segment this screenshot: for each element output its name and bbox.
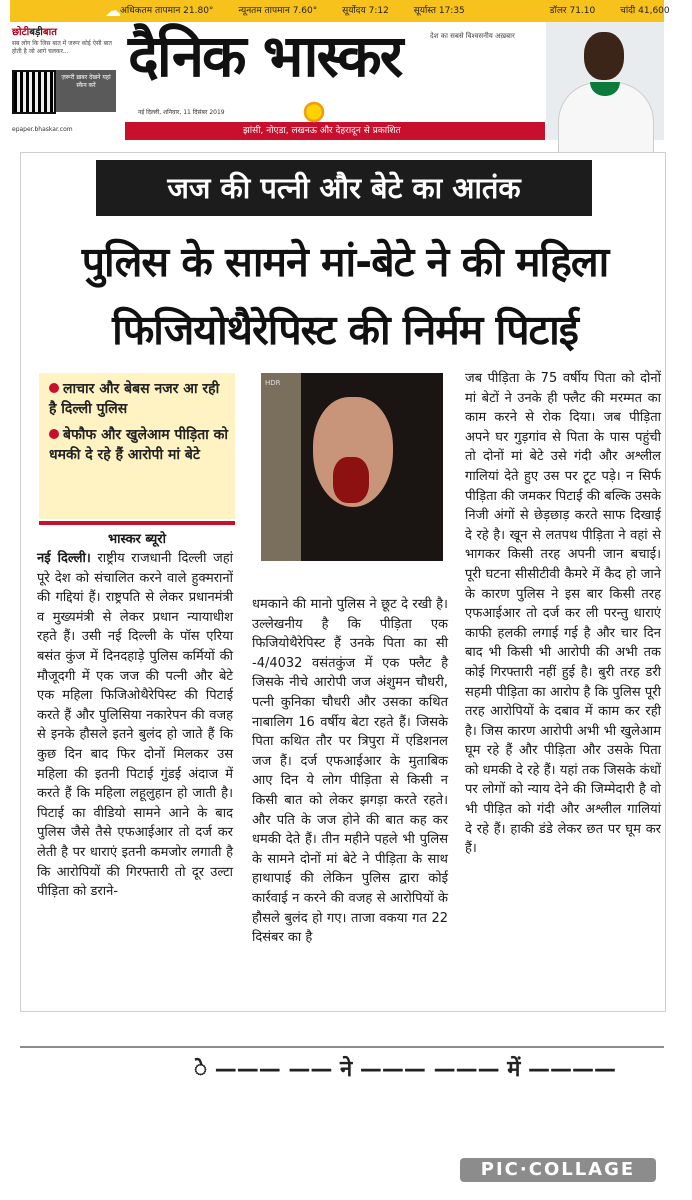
side-tag-suffix: बात xyxy=(42,27,57,38)
watermark-logo: PIC·COLLAGE xyxy=(460,1158,656,1182)
ticker-item: डॉलर 71.10 xyxy=(549,6,596,16)
bullet-icon xyxy=(49,383,59,393)
article-column-3: जब पीड़िता के 75 वर्षीय पिता को दोनों मां बेटों ने उनके ही फ्लैट की मरम्मत का काम करने से रोक दिया। जब पीड़िता अपने घर गुड़गांव से पिता के पास पहुंची तो दोनों मां बेटे उसे गंदी और अश्लील गालियां देते हुए उस पर टूट पड़े। न सिर्फ पीड़िता की जमकर पिटाई की बल्कि उसके निजी अंगों से छेड़छाड़ करते साफ दिखाई दे रहे है। खून से लतपथ पीड़िता ने वहां से भागकर किसी तरह अपनी जान बचाई। पूरी घटना सीसीटीवी कैमरे में कैद हो जाने के कारण पुलिस ने इस बार किसी तरह एफआईआर तो दर्ज कर ली परन्तु धाराएं काफी हलकी लगाई गई है और चार दिन बाद भी किसी भी आरोपी की अभी तक कोई गिरफ्तारी नहीं हुई है। बुरी तरह डरी सहमी पीड़िता का आरोप है कि पुलिस पूरी तरह आरोपियों के दबाव में काम कर रही है। जिस कारण आरोपी अभी भी खुलेआम घूम रहे हैं और पीड़िता और उसके पिता को धमकी दे रहे हैं। यहां तक जिसके कंधों पर लोगों को न्याय देने की जिम्मेदारी है वो भी पीड़ित को गंदी और अश्लील गालियां दे रहे हैं। हाकी डंडे लेकर छत पर घूम कर हैं। xyxy=(465,371,661,857)
side-tag-bold: बड़ी xyxy=(29,27,43,38)
qr-code-icon xyxy=(12,70,56,114)
side-tag xyxy=(12,24,120,38)
email-text: epaper.bhaskar.com xyxy=(12,126,73,133)
tagline: देश का सबसे विश्वसनीय अख़बार xyxy=(430,32,515,40)
byline: भास्कर ब्यूरो xyxy=(108,532,166,547)
ticker-item: अधिकतम तापमान 21.80° xyxy=(120,6,214,16)
highlights-rule xyxy=(39,521,235,525)
side-text: सब लोग कि जिस बात में जरूर कोई ऐसी बात होती है जो आगे चलकर... xyxy=(12,40,112,55)
photo-injury xyxy=(333,457,369,503)
headline-line-1: पुलिस के सामने मां-बेटे ने की महिला xyxy=(81,238,609,286)
photo-head xyxy=(584,32,624,80)
sun-icon xyxy=(302,100,326,124)
highlight-item xyxy=(49,425,229,465)
column-1-text: राष्ट्रीय राजधानी दिल्ली जहां पूरे देश को संचालित करने वाले हुक्मरानों की गद्दियां हैं। राष्ट्रपति से लेकर प्रधानमंत्री व मुख्यमंत्री से लेकर प्रधान न्यायाधीश रहते हैं। उसी नई दिल्ली के पॉस एरिया बसंत कुंज में दिनदहाड़े पुलिस कर्मियों की मौजूदगी में एक जज की पत्नी और बेटे एक महिला फिजिओथैरेपिस्ट की पिटाई करते हैं और पुलिसिया नकारेपन की वजह से इनके हौसले इतने बुलंद हो जाते हैं कि कुछ दिन बाद फिर दोनों मिलकर उस महिला की इतनी पिटाई गुंडई अंदाज में करते हैं कि महिला लहूलुहान हो जाती है। पिटाई का वीडियो सामने आने के बाद पुलिस जैसे तैसे एफआईआर तो दर्ज कर लेती है पर धाराएं इतनी कमजोर लगाती है कि आरोपियों की गिरफ्तारी तो दूर उल्टा पीड़िता को डराने- xyxy=(37,551,234,900)
side-tag-prefix: छोटी xyxy=(12,27,30,38)
article-kicker: जज की पत्नी और बेटे का आतंक xyxy=(96,160,592,216)
highlight-text: लाचार और बेबस नजर आ रही है दिल्ली पुलिस xyxy=(49,381,220,417)
ticker-item: चांदी 41,600 xyxy=(620,6,670,16)
article-column-1 xyxy=(37,549,233,902)
photo-background xyxy=(261,373,301,561)
victim-photo xyxy=(261,373,443,561)
qr-caption: ज़रूरी ख़बर देखने यहां स्कैन करें xyxy=(56,70,116,112)
bullet-icon xyxy=(49,429,59,439)
edition-band: झांसी, नोएडा, लखनऊ और देहरादून से प्रकाशित xyxy=(125,122,545,140)
newspaper-masthead xyxy=(10,0,670,148)
highlight-item xyxy=(49,379,229,419)
highlight-text: बेफौफ और खुलेआम पीड़िता को धमकी दे रहे हैं आरोपी मां बेटे xyxy=(49,427,229,463)
ticker-item: न्यूनतम तापमान 7.60° xyxy=(238,6,318,16)
ticker-item: सूर्योदय 7:12 xyxy=(342,6,389,16)
ticker-item: सूर्यास्त 17:35 xyxy=(413,6,465,16)
photo-hdr-label: HDR xyxy=(265,379,281,387)
page-divider xyxy=(20,1046,664,1048)
news-article xyxy=(20,152,666,1012)
cricketer-photo xyxy=(546,22,664,140)
next-headline-strip: े ——— —— ने ——— ——— में ———— xyxy=(194,1057,617,1082)
masthead-left-panel xyxy=(10,22,120,140)
highlights-box xyxy=(39,373,235,519)
article-column-2: धमकाने की मानो पुलिस ने छूट दे रखी है। उल्लेखनीय है कि पीड़िता एक फिजियोथैरेपिस्ट हैं उनके पिता का सी -4/4032 वसंतकुंज में एक फ्लैट है जिसके नीचे आरोपी जज अंशुमन चौधरी, पत्नी कुनिका चौधरी और उसका कथित नाबालिग 16 वर्षीय बेटा रहते हैं। जिसके पिता कथित तौर पर त्रिपुरा में एडिशनल जज हैं। दर्ज एफआईआर के मुताबिक आए दिन ये लोग पीड़िता से किसी न किसी बात को लेकर झगड़ा करते रहते। और पति के जज होने की बात कह कर धमकी देते हैं। तीन महीने पहले भी पुलिस के सामने दोनों मां बेटे ने पीड़िता के साथ हाथापाई की लेकिन पुलिस द्वारा कोई कार्रवाई न करने की वजह से आरोपियों के हौसले बुलंद हो गए। ताजा वकया गत 22 दिसंबर का है xyxy=(252,597,448,946)
cloud-icon: ☁ xyxy=(105,1,121,20)
headline-line-2: फिजियोथैरेपिस्ट की निर्मम पिटाई xyxy=(112,306,578,354)
edition-dateline: नई दिल्ली, शनिवार, 11 दिसंबर 2019 xyxy=(138,109,225,116)
newspaper-logo: दैनिक भास्कर xyxy=(128,22,402,90)
article-dateline: नई दिल्ली। xyxy=(37,551,91,566)
